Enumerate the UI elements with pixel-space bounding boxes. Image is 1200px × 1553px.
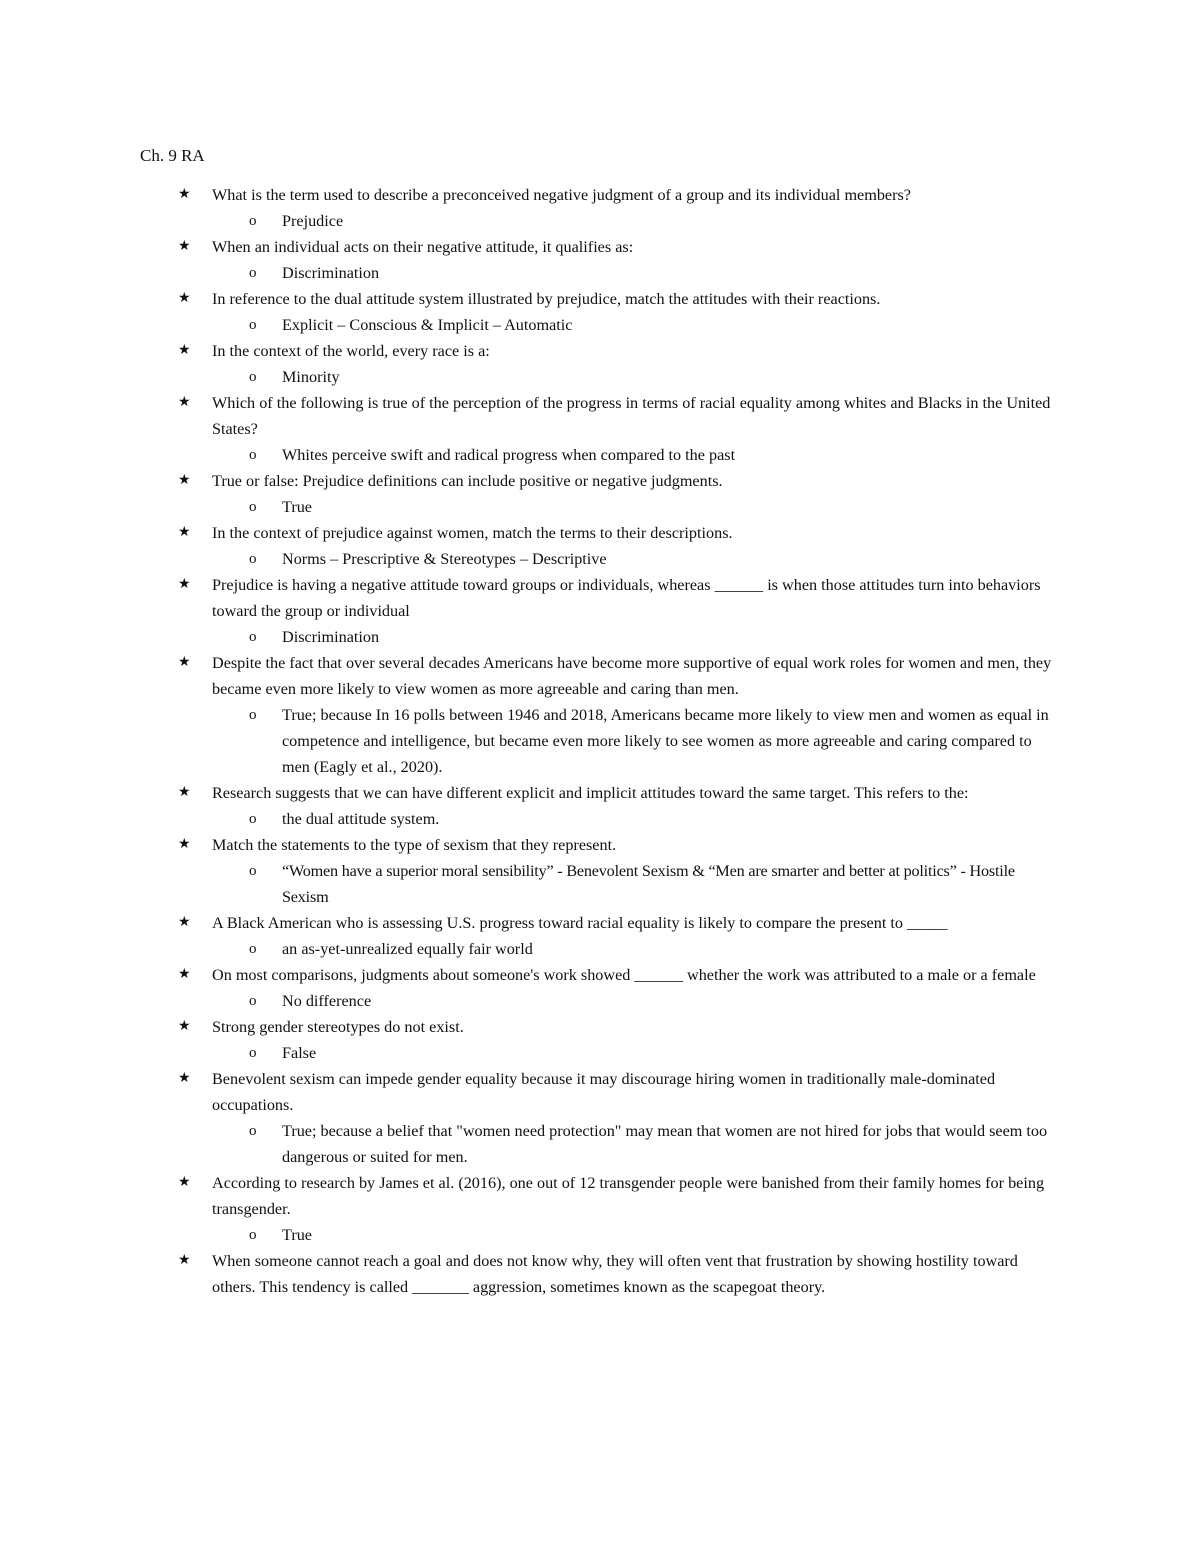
question-text: ★ What is the term used to describe a preconceived negative judgment of a group and its individual members? <box>0 182 1062 208</box>
list-item <box>0 1014 1200 1066</box>
question-text: ★ When an individual acts on their negative attitude, it qualifies as: <box>0 234 1062 260</box>
circle-o-icon: o <box>249 1045 257 1061</box>
question-text: ★ Benevolent sexism can impede gender equality because it may discourage hiring women in traditionally male-dominated occupations. <box>0 1066 1062 1118</box>
star-icon: ★ <box>178 473 191 488</box>
answer-text: o the dual attitude system. <box>0 806 1062 832</box>
star-icon: ★ <box>178 343 191 358</box>
star-icon: ★ <box>178 967 191 982</box>
question-text: ★ Prejudice is having a negative attitude toward groups or individuals, whereas ______ is when those attitudes turn into behaviors toward the group or individual <box>0 572 1062 624</box>
list-item <box>0 1248 1200 1300</box>
circle-o-icon: o <box>249 863 257 879</box>
question-text: ★ Which of the following is true of the perception of the progress in terms of racial equality among whites and Blacks in the United States? <box>0 390 1062 442</box>
circle-o-icon: o <box>249 369 257 385</box>
star-icon: ★ <box>178 1175 191 1190</box>
answer-text: o True <box>0 1222 1062 1248</box>
question-text: ★ When someone cannot reach a goal and does not know why, they will often vent that frustration by showing hostility toward others. This tendency is called _______ aggression, sometimes known as the scapegoat theory. <box>0 1248 1062 1300</box>
star-icon: ★ <box>178 915 191 930</box>
circle-o-icon: o <box>249 551 257 567</box>
answer-text: o Minority <box>0 364 1062 390</box>
star-icon: ★ <box>178 1253 191 1268</box>
star-icon: ★ <box>178 785 191 800</box>
question-text: ★ True or false: Prejudice definitions can include positive or negative judgments. <box>0 468 1062 494</box>
list-item <box>0 1170 1200 1248</box>
list-item <box>0 650 1200 780</box>
question-text: ★ According to research by James et al. (2016), one out of 12 transgender people were banished from their family homes for being transgender. <box>0 1170 1062 1222</box>
list-item <box>0 182 1200 234</box>
circle-o-icon: o <box>249 1227 257 1243</box>
star-icon: ★ <box>178 525 191 540</box>
star-icon: ★ <box>178 837 191 852</box>
answer-text: o Norms – Prescriptive & Stereotypes – Descriptive <box>0 546 1062 572</box>
circle-o-icon: o <box>249 447 257 463</box>
circle-o-icon: o <box>249 993 257 1009</box>
question-text: ★ In the context of prejudice against women, match the terms to their descriptions. <box>0 520 1062 546</box>
question-list <box>0 182 1200 1300</box>
answer-text: o True; because In 16 polls between 1946 and 2018, Americans became more likely to view men and women as equal in competence and intelligence, but became even more likely to see women as more agreeable and caring compared to men (Eagly et al., 2020). <box>0 702 1062 780</box>
question-text: ★ Strong gender stereotypes do not exist. <box>0 1014 1062 1040</box>
answer-text: o True <box>0 494 1062 520</box>
question-text: ★ A Black American who is assessing U.S. progress toward racial equality is likely to compare the present to _____ <box>0 910 1062 936</box>
document-title: Ch. 9 RA <box>140 146 205 165</box>
list-item <box>0 780 1200 832</box>
answer-text: o Discrimination <box>0 260 1062 286</box>
answer-text: o “Women have a superior moral sensibility” - Benevolent Sexism & “Men are smarter and better at politics” - Hostile Sexism <box>0 858 1062 910</box>
list-item <box>0 832 1200 910</box>
star-icon: ★ <box>178 655 191 670</box>
star-icon: ★ <box>178 187 191 202</box>
list-item <box>0 286 1200 338</box>
list-item <box>0 962 1200 1014</box>
star-icon: ★ <box>178 239 191 254</box>
question-text: ★ Match the statements to the type of sexism that they represent. <box>0 832 1062 858</box>
answer-text: o Explicit – Conscious & Implicit – Automatic <box>0 312 1062 338</box>
list-item <box>0 338 1200 390</box>
answer-text: o No difference <box>0 988 1062 1014</box>
list-item <box>0 1066 1200 1170</box>
circle-o-icon: o <box>249 317 257 333</box>
circle-o-icon: o <box>249 1123 257 1139</box>
answer-text: o Prejudice <box>0 208 1062 234</box>
list-item <box>0 572 1200 650</box>
circle-o-icon: o <box>249 265 257 281</box>
question-text: ★ Research suggests that we can have different explicit and implicit attitudes toward the same target. This refers to the: <box>0 780 1062 806</box>
circle-o-icon: o <box>249 811 257 827</box>
circle-o-icon: o <box>249 213 257 229</box>
circle-o-icon: o <box>249 499 257 515</box>
question-text: ★ Despite the fact that over several decades Americans have become more supportive of equal work roles for women and men, they became even more likely to view women as more agreeable and caring than men. <box>0 650 1062 702</box>
answer-text: o True; because a belief that "women need protection" may mean that women are not hired for jobs that would seem too dangerous or suited for men. <box>0 1118 1062 1170</box>
list-item <box>0 910 1200 962</box>
question-text: ★ In reference to the dual attitude system illustrated by prejudice, match the attitudes with their reactions. <box>0 286 1062 312</box>
answer-text: o Discrimination <box>0 624 1062 650</box>
circle-o-icon: o <box>249 941 257 957</box>
star-icon: ★ <box>178 1071 191 1086</box>
star-icon: ★ <box>178 577 191 592</box>
answer-text: o an as-yet-unrealized equally fair world <box>0 936 1062 962</box>
list-item <box>0 390 1200 468</box>
question-text: ★ On most comparisons, judgments about someone's work showed ______ whether the work was attributed to a male or a female <box>0 962 1062 988</box>
star-icon: ★ <box>178 1019 191 1034</box>
answer-text: o Whites perceive swift and radical progress when compared to the past <box>0 442 1062 468</box>
list-item <box>0 468 1200 520</box>
star-icon: ★ <box>178 395 191 410</box>
circle-o-icon: o <box>249 629 257 645</box>
answer-text: o False <box>0 1040 1062 1066</box>
list-item <box>0 234 1200 286</box>
list-item <box>0 520 1200 572</box>
question-text: ★ In the context of the world, every race is a: <box>0 338 1062 364</box>
star-icon: ★ <box>178 291 191 306</box>
circle-o-icon: o <box>249 707 257 723</box>
